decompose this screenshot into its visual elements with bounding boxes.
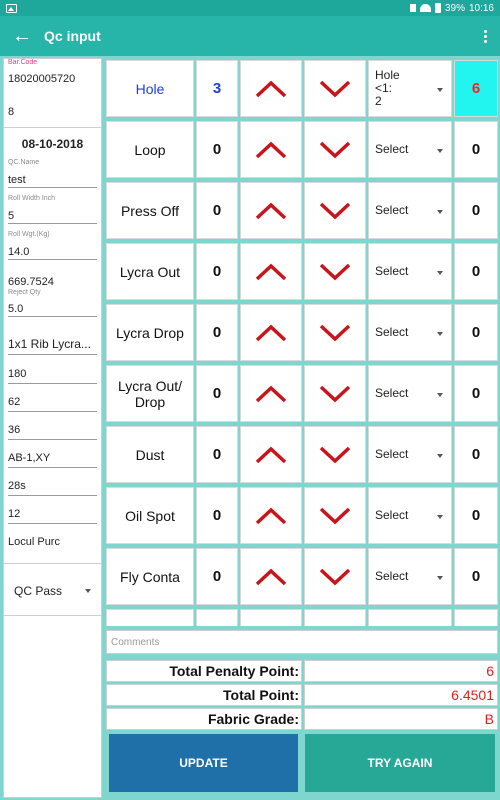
dropdown-caret-icon [437, 515, 443, 519]
defect-row [104, 121, 500, 178]
decrement-down-icon[interactable] [304, 182, 366, 239]
dropdown-caret-icon [437, 393, 443, 397]
defect-row [104, 304, 500, 361]
update-button[interactable]: UPDATE [109, 734, 298, 792]
increment-up-icon[interactable] [240, 365, 302, 422]
defect-points: 0 [454, 487, 498, 544]
defect-row [104, 426, 500, 483]
defect-name: Hole [106, 60, 194, 117]
defect-points: 6 [454, 60, 498, 117]
defect-select-dropdown[interactable] [368, 487, 452, 544]
defect-points: 0 [454, 426, 498, 483]
defect-points [454, 609, 498, 626]
defect-count: 0 [196, 548, 238, 605]
defect-select-value: Select [375, 325, 409, 339]
qc-status-value: QC Pass [14, 584, 63, 598]
total-point-row [106, 684, 498, 706]
defect-grid [104, 58, 500, 626]
defect-row [104, 365, 500, 422]
value-locul[interactable]: Locul Purc [8, 536, 60, 548]
dropdown-caret-icon [437, 454, 443, 458]
qc-status-dropdown[interactable] [4, 579, 101, 603]
defect-row [104, 182, 500, 239]
try-again-button[interactable]: TRY AGAIN [305, 734, 495, 792]
roll-no-value: 8 [8, 106, 15, 118]
defect-select-dropdown[interactable] [368, 426, 452, 483]
dropdown-caret-icon [437, 210, 443, 214]
defect-select-value: Select [375, 447, 409, 461]
defect-name: Loop [106, 121, 194, 178]
qc-name-input[interactable]: test [8, 173, 97, 188]
defect-name [106, 609, 194, 626]
defect-count: 0 [196, 304, 238, 361]
total-point-label: Total Point: [106, 684, 302, 706]
dropdown-caret-icon [437, 88, 443, 92]
decrement-down-icon[interactable] [304, 548, 366, 605]
vibrate-icon [410, 4, 416, 12]
dropdown-caret-icon [437, 576, 443, 580]
field-locul[interactable] [4, 535, 101, 549]
defect-row [104, 243, 500, 300]
defect-count: 0 [196, 182, 238, 239]
defect-count: 0 [196, 365, 238, 422]
decrement-down-icon[interactable] [304, 487, 366, 544]
defect-select-value: Select [375, 142, 409, 156]
decrement-down-icon[interactable] [304, 121, 366, 178]
defect-name: Lycra Out/ Drop [106, 365, 194, 422]
page-title: Qc input [44, 28, 101, 44]
total-penalty-label: Total Penalty Point: [106, 660, 302, 682]
roll-width-label: Roll Width Inch [8, 195, 56, 202]
increment-up-icon[interactable] [240, 121, 302, 178]
increment-up-icon[interactable] [240, 60, 302, 117]
defect-count: 0 [196, 243, 238, 300]
increment-up-icon[interactable] [240, 426, 302, 483]
decrement-down-icon[interactable] [304, 365, 366, 422]
roll-width-input[interactable]: 5 [8, 209, 97, 224]
barcode-field[interactable] [4, 59, 101, 86]
date-field[interactable] [4, 137, 101, 151]
fabric-field[interactable] [4, 337, 101, 355]
qc-name-field[interactable] [4, 159, 101, 188]
dropdown-caret-icon [85, 589, 91, 593]
decrement-down-icon[interactable] [304, 60, 366, 117]
defect-row [104, 487, 500, 544]
defect-count: 0 [196, 121, 238, 178]
field-12[interactable] [4, 507, 101, 524]
defect-count: 0 [196, 426, 238, 483]
defect-points: 0 [454, 304, 498, 361]
defect-select-dropdown[interactable] [368, 182, 452, 239]
reject-qty-label: Reject Qty [8, 289, 41, 296]
roll-width-field[interactable] [4, 195, 101, 224]
roll-weight-label: Roll Wgt.(Kg) [8, 231, 50, 238]
defect-select-dropdown[interactable] [368, 365, 452, 422]
fabric-grade-value: B [304, 708, 498, 730]
defect-name: Press Off [106, 182, 194, 239]
defect-count: 0 [196, 487, 238, 544]
defect-select-dropdown[interactable] [368, 548, 452, 605]
barcode-value: 18020005720 [8, 73, 76, 85]
defect-select-value: Select [375, 386, 409, 400]
defect-select-value: Select [375, 264, 409, 278]
roll-weight-input[interactable]: 14.0 [8, 245, 97, 260]
defect-name: Oil Spot [106, 487, 194, 544]
value-36[interactable]: 36 [8, 423, 97, 440]
defect-row [104, 548, 500, 605]
increment-up-icon[interactable] [240, 243, 302, 300]
more-options-icon[interactable] [470, 16, 500, 56]
defect-row-partial [104, 609, 500, 626]
qc-name-label: QC.Name [8, 159, 40, 166]
field-ab[interactable] [4, 451, 101, 468]
total-penalty-value: 6 [304, 660, 498, 682]
value-62[interactable]: 62 [8, 395, 97, 412]
field-62[interactable] [4, 395, 101, 412]
roll-weight-field[interactable] [4, 231, 101, 260]
fabric-grade-row [106, 708, 498, 730]
defect-name: Lycra Drop [106, 304, 194, 361]
defect-points: 0 [454, 182, 498, 239]
defect-count [196, 609, 238, 626]
roll-no-field [4, 105, 101, 119]
field-180[interactable] [4, 367, 101, 384]
defect-count: 3 [196, 60, 238, 117]
roll-info-panel [3, 58, 102, 798]
defect-select-value: Select [375, 508, 409, 522]
defect-row [104, 60, 500, 117]
value-ab[interactable]: AB-1,XY [8, 451, 97, 468]
battery-percent: 39% [444, 2, 465, 14]
increment-up-icon[interactable] [240, 182, 302, 239]
clock: 10:16 [468, 2, 494, 14]
defect-select-dropdown[interactable] [368, 609, 452, 626]
barcode-label: Bar.Code [8, 59, 38, 66]
measure-field [4, 275, 101, 289]
decrement-down-icon[interactable] [304, 243, 366, 300]
decrement-down-icon[interactable] [304, 304, 366, 361]
date-value: 08-10-2018 [21, 137, 84, 151]
defect-name: Fly Conta [106, 548, 194, 605]
dropdown-caret-icon [437, 332, 443, 336]
wifi-icon [420, 4, 431, 12]
defect-name: Dust [106, 426, 194, 483]
comments-input[interactable]: Comments [106, 630, 498, 654]
increment-up-icon[interactable] [240, 487, 302, 544]
defect-points: 0 [454, 548, 498, 605]
defect-name: Lycra Out [106, 243, 194, 300]
defect-select-value: Select [375, 569, 409, 583]
dropdown-caret-icon [437, 149, 443, 153]
dropdown-caret-icon [437, 271, 443, 275]
decrement-down-icon[interactable] [304, 426, 366, 483]
total-point-value: 6.4501 [304, 684, 498, 706]
back-arrow-icon[interactable]: ← [12, 24, 32, 47]
status-bar [0, 0, 500, 16]
app-bar [0, 16, 500, 56]
gallery-icon [6, 4, 17, 13]
measure-value: 669.7524 [8, 276, 54, 288]
fabric-grade-label: Fabric Grade: [106, 708, 302, 730]
value-180[interactable]: 180 [8, 367, 97, 384]
battery-icon [435, 3, 441, 13]
increment-up-icon[interactable] [240, 548, 302, 605]
increment-up-icon[interactable] [240, 304, 302, 361]
defect-select-dropdown[interactable] [368, 304, 452, 361]
defect-select-value: Select [375, 203, 409, 217]
defect-select-dropdown[interactable] [368, 60, 452, 117]
increment-up-icon[interactable] [240, 609, 302, 626]
total-penalty-row [106, 660, 498, 682]
defect-select-dropdown[interactable] [368, 121, 452, 178]
defect-points: 0 [454, 121, 498, 178]
value-12[interactable]: 12 [8, 507, 97, 524]
field-36[interactable] [4, 423, 101, 440]
reject-qty-field[interactable] [4, 289, 101, 317]
value-28s[interactable]: 28s [8, 479, 97, 496]
fabric-value[interactable]: 1x1 Rib Lycra... [8, 337, 97, 355]
decrement-down-icon[interactable] [304, 609, 366, 626]
reject-qty-input[interactable]: 5.0 [8, 302, 97, 317]
field-28s[interactable] [4, 479, 101, 496]
defect-points: 0 [454, 243, 498, 300]
defect-select-dropdown[interactable] [368, 243, 452, 300]
defect-points: 0 [454, 365, 498, 422]
defect-select-value: Hole <1: 2 [375, 68, 400, 108]
